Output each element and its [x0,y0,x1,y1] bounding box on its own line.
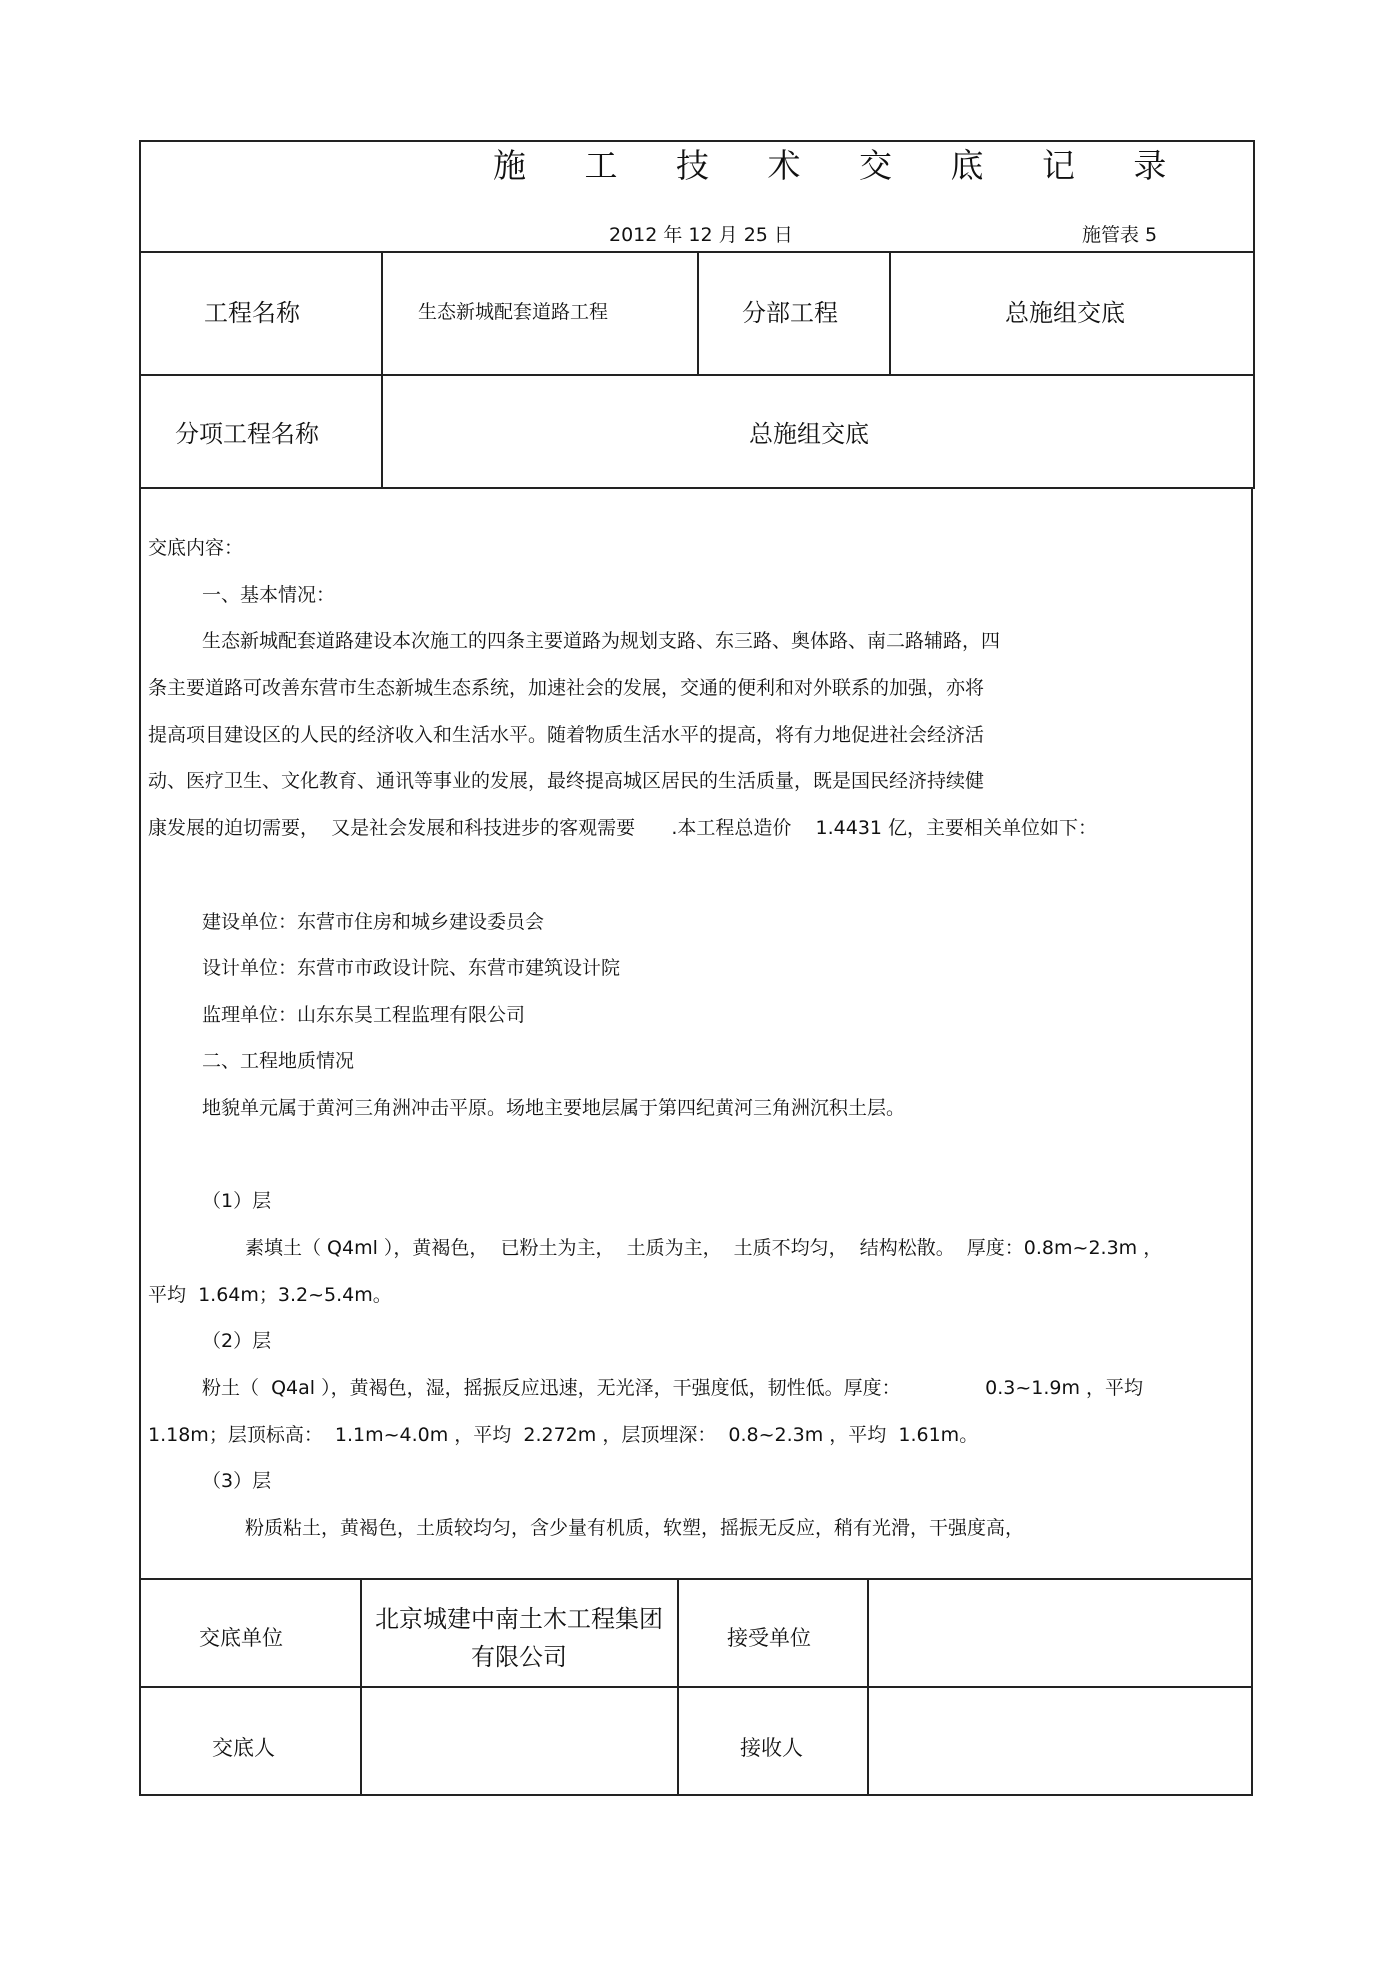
project-name-value: 生态新城配套道路工程 [418,301,609,323]
col-divider [360,1578,362,1795]
issuer-unit-value: 北京城建中南土木工程集团有限公司 [375,1605,663,1671]
paragraph-line: 1.18m；层顶标高： 1.1m~4.0m ，平均 2.272m ，层顶埋深： 0.8~2.3m ，平均 1.61m。 [148,1424,979,1446]
section-heading: 一、基本情况： [202,584,336,606]
layer-heading: （3）层 [202,1470,272,1492]
division-label: 分部工程 [742,299,838,327]
paragraph-line: 提高项目建设区的人民的经济收入和生活水平。随着物质生活水平的提高，将有力地促进社会经济活 [148,724,985,746]
paragraph-line: 条主要道路可改善东营市生态新城生态系统，加速社会的发展，交通的便利和对外联系的加强，亦将 [148,677,985,699]
row-divider [139,1578,1253,1580]
unit-line: 设计单位：东营市市政设计院、东营市建筑设计院 [202,957,621,979]
receiver-unit-label: 接受单位 [727,1626,811,1650]
table-border-right-lower [1251,488,1253,1796]
paragraph-line: 地貌单元属于黄河三角洲冲击平原。场地主要地层属于第四纪黄河三角洲沉积土层。 [202,1097,906,1119]
paragraph-line: 生态新城配套道路建设本次施工的四条主要道路为规划支路、东三路、奥体路、南二路辅路，四 [202,630,1001,652]
record-date: 2012 年 12 月 25 日 [609,224,793,246]
content-heading: 交底内容： [148,537,244,559]
paragraph-line: 动、医疗卫生、文化教育、通讯等事业的发展，最终提高城区居民的生活质量，既是国民经济持续健 [148,770,985,792]
issuer-person-label: 交底人 [212,1736,275,1760]
unit-line: 监理单位：山东东昊工程监理有限公司 [202,1004,526,1026]
layer-heading: （2）层 [202,1330,272,1352]
form-number: 施管表 5 [1082,224,1158,246]
table-border-right [1253,140,1255,488]
subitem-value: 总施组交底 [749,420,869,448]
project-name-label: 工程名称 [204,299,300,327]
col-divider [889,251,891,375]
table-border-bottom [139,1794,1253,1796]
subitem-label: 分项工程名称 [175,420,319,448]
document-title: 施 工 技 术 交 底 记 录 [493,146,1191,185]
division-value: 总施组交底 [1005,299,1125,327]
row-divider [139,1686,1253,1688]
layer-heading: （1）层 [202,1190,272,1212]
table-border-left [139,140,141,1796]
col-divider [677,1578,679,1795]
col-divider [381,251,383,488]
paragraph-line: 平均 1.64m；3.2~5.4m。 [148,1284,392,1306]
col-divider [867,1578,869,1795]
col-divider [697,251,699,375]
issuer-unit-label: 交底单位 [199,1626,283,1650]
paragraph-line: 粉土（ Q4al ），黄褐色，湿，摇振反应迅速，无光泽，干强度低，韧性低。厚度： 0.3~1.9m ，平均 [202,1377,1144,1399]
row-divider [139,487,1255,489]
paragraph-line: 素填土（ Q4ml ），黄褐色， 已粉土为主， 土质为主， 土质不均匀， 结构松散。 厚度：0.8m~2.3m ， [245,1237,1163,1259]
unit-line: 建设单位：东营市住房和城乡建设委员会 [202,911,545,933]
section-heading: 二、工程地质情况 [202,1050,355,1072]
paragraph-line: 康发展的迫切需要， 又是社会发展和科技进步的客观需要 .本工程总造价 1.4431 亿，主要相关单位如下： [148,817,1098,839]
receiver-person-label: 接收人 [740,1736,803,1760]
paragraph-line: 粉质粘土，黄褐色，土质较均匀，含少量有机质，软塑，摇振无反应，稍有光滑，干强度高， [245,1517,1025,1539]
